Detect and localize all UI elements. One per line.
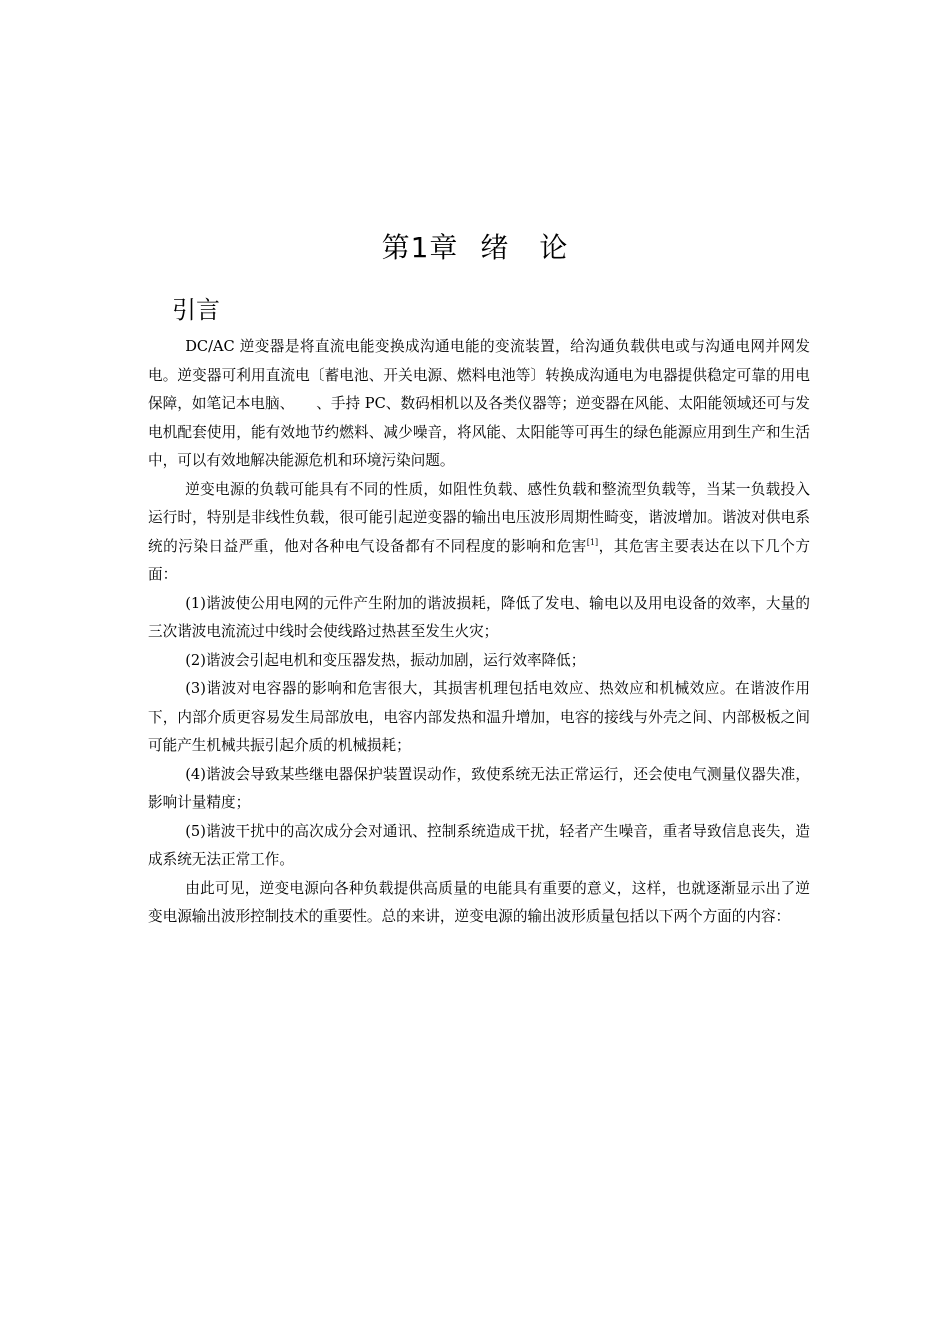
list-item-3: (3)谐波对电容器的影响和危害很大，其损害机理包括电效应、热效应和机械效应。在谐波作用下，内部介质更容易发生局部放电，电容内部发热和温升增加，电容的接线与外壳之间、内部极板之间可能产生机械共振引起介质的机械损耗； [148,680,810,754]
list-item-1: (1)谐波使公用电网的元件产生附加的谐波损耗，降低了发电、输电以及用电设备的效率，大量的三次谐波电流流过中线时会使线路过热甚至发生火灾； [148,594,810,640]
paragraph-harmonics-text: 逆变电源的负载可能具有不同的性质，如阻性负载、感性负载和整流型负载等，当某一负载投入运行时，特别是非线性负载，很可能引起逆变器的输出电压波形周期性畸变，谐波增加。谐波对供电系统的污染日益严重，他对各种电气设备都有不同程度的影响和危害 [148,480,810,555]
citation-ref: [1] [586,537,599,547]
chapter-word-1: 绪 [480,231,510,264]
chapter-word-2: 论 [539,231,569,264]
body-text [148,333,810,932]
paragraph-intro: DC/AC 逆变器是将直流电能变换成沟通电能的变流装置，给沟通负载供电或与沟通电网并网发电。逆变器可利用直流电〔蓄电池、开关电源、燃料电池等〕转换成沟通电为电器提供稳定可靠的用电保障，如笔记本电脑、 、手持 PC、数码相机以及各类仪器等；逆变器在风能、太阳能领域还可与发电机配套使用，能有效地节约燃料、减少噪音，将风能、太阳能等可再生的绿色能源应用到生产和生活中，可以有效地解决能源危机和环境污染问题。 [148,338,810,469]
list-item-5: (5)谐波干扰中的高次成分会对通讯、控制系统造成干扰，轻者产生噪音，重者导致信息丧失，造成系统无法正常工作。 [148,822,810,868]
paragraph-harmonics-tail: ，其危害主要表达在以下几个方面： [148,537,810,583]
chapter-title [0,228,950,268]
paragraph-harmonics [148,476,810,590]
paragraph-conclusion: 由此可见，逆变电源向各种负载提供高质量的电能具有重要的意义，这样，也就逐渐显示出了逆变电源输出波形控制技术的重要性。总的来讲，逆变电源的输出波形质量包括以下两个方面的内容： [148,879,810,925]
list-item-2: (2)谐波会引起电机和变压器发热，振动加剧，运行效率降低； [185,651,586,669]
section-title: 引言 [172,296,220,324]
list-item-4: (4)谐波会导致某些继电器保护装置误动作，致使系统无法正常运行，还会使电气测量仪器失准，影响计量精度； [148,765,810,811]
chapter-number: 第1章 [381,231,459,264]
